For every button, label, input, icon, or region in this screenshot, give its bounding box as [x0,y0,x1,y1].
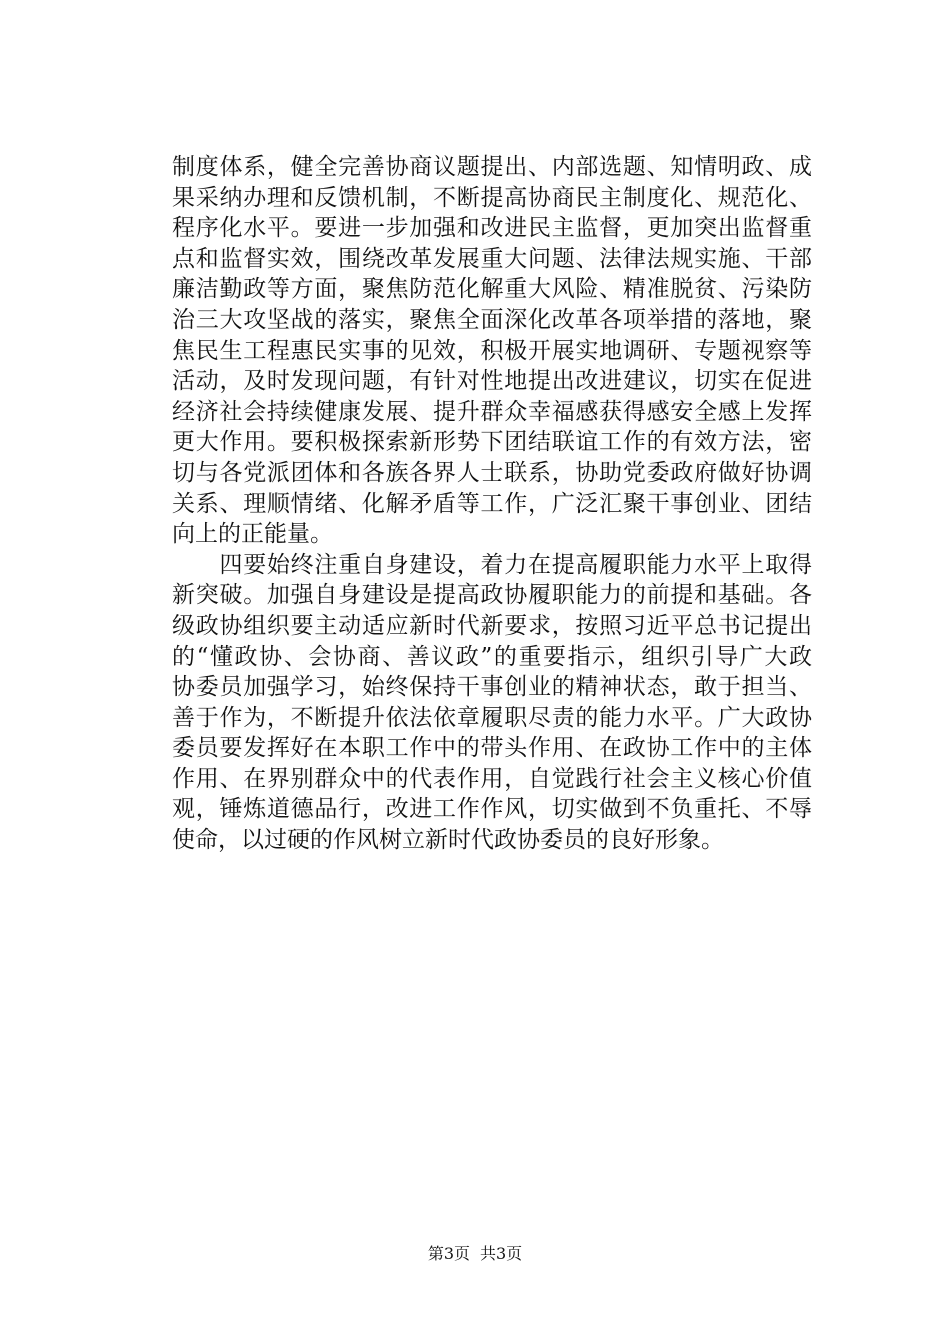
page-footer [0,1244,950,1264]
text-line: 关系、理顺情绪、化解矛盾等工作，广泛汇聚干事创业、团结 [172,490,812,517]
text-line: 治三大攻坚战的落实，聚焦全面深化改革各项举措的落地，聚 [172,306,812,333]
text-line: 向上的正能量。 [172,521,333,548]
text-line: 经济社会持续健康发展、提升群众幸福感获得感安全感上发挥 [172,398,812,425]
text-line: 程序化水平。要进一步加强和改进民主监督，更加突出监督重 [172,215,812,242]
text-line: 活动，及时发现问题，有针对性地提出改进建议，切实在促进 [172,368,812,395]
text-line: 观，锤炼道德品行，改进工作作风，切实做到不负重托、不辱 [172,796,812,823]
paragraph [172,550,812,856]
text-line: 廉洁勤政等方面，聚焦防范化解重大风险、精准脱贫、污染防 [172,276,812,303]
text-line: 级政协组织要主动适应新时代新要求，按照习近平总书记提出 [172,612,812,639]
text-line: 善于作为，不断提升依法依章履职尽责的能力水平。广大政协 [172,704,812,731]
text-line: 新突破。加强自身建设是提高政协履职能力的前提和基础。各 [172,582,812,609]
page-number: 第3页 [427,1244,470,1263]
text-line: 点和监督实效，围绕改革发展重大问题、法律法规实施、干部 [172,245,812,272]
document-body [172,152,812,856]
text-line: 使命，以过硬的作风树立新时代政协委员的良好形象。 [172,827,724,854]
text-line: 作用、在界别群众中的代表作用，自觉践行社会主义核心价值 [172,765,812,792]
text-line: 制度体系，健全完善协商议题提出、内部选题、知情明政、成 [172,154,812,180]
page-total: 共3页 [480,1244,523,1263]
paragraph [172,152,812,550]
text-line: 切与各党派团体和各族各界人士联系，协助党委政府做好协调 [172,459,812,486]
text-line: 果采纳办理和反馈机制，不断提高协商民主制度化、规范化、 [172,184,812,211]
text-line: 协委员加强学习，始终保持干事创业的精神状态，敢于担当、 [172,674,812,701]
text-line: 更大作用。要积极探索新形势下团结联谊工作的有效方法，密 [172,429,812,456]
text-line: 焦民生工程惠民实事的见效，积极开展实地调研、专题视察等 [172,337,812,364]
text-line: 的“懂政协、会协商、善议政”的重要指示，组织引导广大政 [172,643,812,670]
text-line: 委员要发挥好在本职工作中的带头作用、在政协工作中的主体 [172,735,812,762]
text-line: 四要始终注重自身建设，着力在提高履职能力水平上取得 [172,551,812,578]
